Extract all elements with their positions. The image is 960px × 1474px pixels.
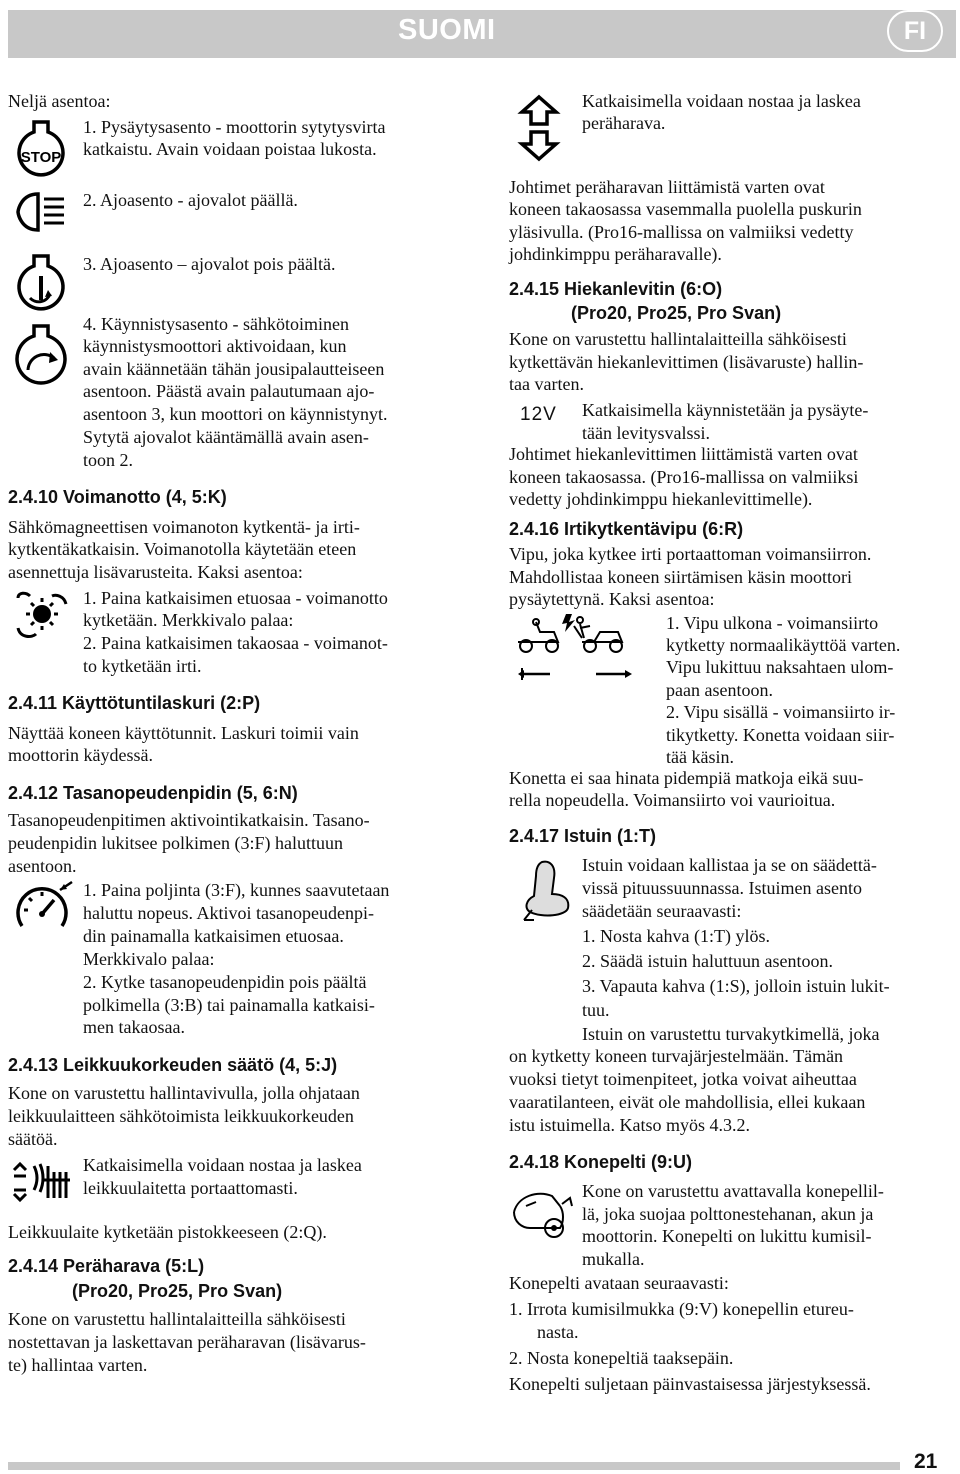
cutting-height-icon [10,1158,72,1204]
paragraph-line: Kone on varustettu hallintalaitteilla sähköisesti [509,329,847,349]
list-item: 2. Vipu sisällä - voimansiirto ir- [666,702,896,722]
start-key-icon [10,322,72,390]
paragraph-line: Istuin voidaan kallistaa ja se on säädettä- [582,855,877,875]
list-item: tää käsin. [666,747,734,767]
list-item: 3. Vapauta kahva (1:S), jolloin istuin lukit- [582,976,890,996]
paragraph-line: säätöä. [8,1129,58,1149]
list-item: men takaosaa. [83,1017,185,1037]
list-item: kytketään. Merkkivalo palaa: [83,610,294,630]
list-item: avain käännetään tähän jousipalautteiseen [83,359,385,379]
list-item: 2. Paina katkaisimen takaosaa - voimanot- [83,633,388,653]
list-item: Sytytä ajovalot kääntämällä avain asen- [83,427,369,447]
paragraph-line: Johtimet peräharavan liittämistä varten ovat [509,177,825,197]
paragraph-line: koneen takaosassa vasemmalla puolella puskurin [509,199,862,219]
list-item: 2. Ajoasento - ajovalot päällä. [83,190,298,210]
list-item: nasta. [537,1322,579,1342]
paragraph-line: moottorin käydessä. [8,745,153,765]
section-heading: (Pro20, Pro25, Pro Svan) [72,1281,283,1301]
paragraph-line: Katkaisimella voidaan nostaa ja laskea [83,1155,362,1175]
list-item: toon 2. [83,450,134,470]
paragraph-line: leikkuulaitteen sähkötoimista leikkuukorkeuden [8,1106,354,1126]
hood-open-icon [508,1182,578,1252]
paragraph-line: tään levitysvalssi. [582,423,710,443]
paragraph-line: koneen takaosassa. (Pro16-mallissa on valmiiksi [509,467,859,487]
paragraph-line: kytkettävän hiekanlevittimen (lisävaruste) hallin- [509,352,864,372]
paragraph-line: vedetty johdinkimppu hiekanlevittimelle). [509,489,813,509]
seat-adjust-icon [512,856,578,926]
list-item: kytketty normaalikäyttöä varten. [666,635,901,655]
list-item: 2. Säädä istuin haluttuun asentoon. [582,951,833,971]
stop-key-icon [12,118,70,180]
paragraph-line: pysäytettynä. Kaksi asentoa: [509,589,715,609]
paragraph-line: Tasanopeudenpitimen aktivointikatkaisin. Tasano- [8,810,370,830]
section-heading: 2.4.16 Irtikytkentävipu (6:R) [509,519,744,539]
list-item: tuu. [582,1000,610,1020]
paragraph-line: Konetta ei saa hinata pidempiä matkoja eikä suu- [509,768,864,788]
paragraph-line: säädetään seuraavasti: [582,901,742,921]
paragraph-line: Istuin on varustettu turvakytkimellä, joka [582,1024,880,1044]
section-heading: 2.4.12 Tasanopeudenpidin (5, 6:N) [8,783,298,803]
list-item: 2. Kytke tasanopeudenpidin pois päältä [83,972,367,992]
paragraph-line: mukalla. [582,1249,645,1269]
paragraph-line: Sähkömagneettisen voimanoton kytkentä- ja irti- [8,517,360,537]
list-item: 2. Nosta konepeltiä taaksepäin. [509,1348,734,1368]
list-item: paan asentoon. [666,680,773,700]
pto-icon [12,590,72,642]
paragraph-line: moottorin. Konepelti on lukittu kumisil- [582,1226,872,1246]
list-item: to kytketään irti. [83,656,202,676]
list-item: Merkkivalo palaa: [83,949,215,969]
paragraph-line: Konepelti suljetaan päinvastaisessa järjestyksessä. [509,1374,871,1394]
paragraph-line: lä, joka suojaa polttonestehanan, akun ja [582,1204,874,1224]
list-item: polkimella (3:B) tai painamalla katkaisi- [83,995,375,1015]
paragraph-line: Johtimet hiekanlevittimen liittämistä varten ovat [509,444,858,464]
list-item: 3. Ajoasento – ajovalot pois päältä. [83,254,336,274]
paragraph-line: Kone on varustettu hallintalaitteilla sähköisesti [8,1309,346,1329]
list-item: 1. Paina katkaisimen etuosaa - voimanotto [83,588,388,608]
list-item: tikytketty. Konetta voidaan siir- [666,725,895,745]
section-heading: (Pro20, Pro25, Pro Svan) [571,303,782,323]
paragraph-line: on kytketty koneen turvajärjestelmään. Tämän [509,1046,844,1066]
list-item: 1. Nosta kahva (1:T) ylös. [582,926,770,946]
list-item: 4. Käynnistysasento - sähkötoiminen [83,314,349,334]
drive-key-icon [12,252,70,316]
list-item: haluttu nopeus. Aktivoi tasanopeudenpi- [83,903,374,923]
page-number: 21 [914,1450,938,1473]
list-item: 1. Irrota kumisilmukka (9:V) konepellin etureu- [509,1299,854,1319]
list-item: 1. Vipu ulkona - voimansiirto [666,613,879,633]
intro-text: Neljä asentoa: [8,91,111,111]
list-item: 1. Pysäytysasento - moottorin sytytysvirta [83,117,386,137]
section-heading: 2.4.11 Käyttötuntilaskuri (2:P) [8,693,261,713]
list-item: asentoon. Päästä avain palautumaan ajo- [83,381,375,401]
paragraph-line: Leikkuulaite kytketään pistokkeeseen (2:Q). [8,1222,327,1242]
paragraph-line: vaaratilanteen, eivät ole mahdollisia, ellei kukaan [509,1092,866,1112]
paragraph-line: Kone on varustettu hallintavivulla, jolla ohjataan [8,1083,360,1103]
paragraph-line: istu istuimella. Katso myös 4.3.2. [509,1115,750,1135]
headlight-on-icon [12,190,70,234]
paragraph-line: taa varten. [509,374,584,394]
paragraph-line: Mahdollistaa koneen siirtämisen käsin moottori [509,567,852,587]
list-item: katkaistu. Avain voidaan poistaa lukosta. [83,139,377,159]
mower-drive-modes-icon [514,612,638,686]
paragraph-line: yläsivulla. (Pro16-mallissa on valmiiksi vedetty [509,222,854,242]
paragraph-line: rella nopeudella. Voimansiirto voi vaurioitua. [509,790,836,810]
section-heading: 2.4.15 Hiekanlevitin (6:O) [509,279,723,299]
paragraph-line: Kone on varustettu avattavalla konepellil- [582,1181,884,1201]
language-badge: FI [887,10,943,52]
up-down-arrows-icon [516,94,562,162]
paragraph-line: Konepelti avataan seuraavasti: [509,1273,729,1293]
paragraph-line: kytkentäkatkaisin. Voimanotolla käytetään eteen [8,539,357,559]
header-title: SUOMI [398,14,496,46]
paragraph-line: johdinkimppu peräharavalle). [509,244,722,264]
paragraph-line: vissä pituussuunnassa. Istuimen asento [582,878,862,898]
paragraph-line: Katkaisimella voidaan nostaa ja laskea [582,91,861,111]
section-heading: 2.4.10 Voimanotto (4, 5:K) [8,487,227,507]
paragraph-line: vuoksi tietyt toimenpiteet, jotka voivat aiheuttaa [509,1069,857,1089]
paragraph-line: te) hallintaa varten. [8,1355,148,1375]
cruise-control-icon [14,880,76,936]
paragraph-line: Näyttää koneen käyttötunnit. Laskuri toimii vain [8,723,359,743]
list-item: din painamalla katkaisimen etuosaa. [83,926,344,946]
list-item: 1. Paina poljinta (3:F), kunnes saavutetaan [83,880,390,900]
list-item: käynnistysmoottori aktivoidaan, kun [83,336,347,356]
section-heading: 2.4.17 Istuin (1:T) [509,826,657,846]
section-heading: 2.4.18 Konepelti (9:U) [509,1152,693,1172]
footer-bar [8,1462,900,1470]
paragraph-line: leikkuulaitetta portaattomasti. [83,1178,298,1198]
paragraph-line: asennettuja lisävarusteita. Kaksi asentoa: [8,562,303,582]
paragraph-line: peudenpidin lukitsee polkimen (3:F) haluttuun [8,833,343,853]
section-heading: 2.4.13 Leikkuukorkeuden säätö (4, 5:J) [8,1055,338,1075]
list-item: Vipu lukittuu naksahtaen ulom- [666,657,894,677]
list-item: asentoon 3, kun moottori on käynnistynyt. [83,404,388,424]
stop-label: STOP [20,149,62,166]
paragraph-line: nostettavan ja laskettavan peräharavan (lisävarus- [8,1332,366,1352]
paragraph-line: Katkaisimella käynnistetään ja pysäyte- [582,400,869,420]
paragraph-line: Vipu, joka kytkee irti portaattoman voimansiirron. [509,544,872,564]
paragraph-line: peräharava. [582,113,666,133]
voltage-label: 12V [520,404,557,425]
paragraph-line: asentoon. [8,856,77,876]
section-heading: 2.4.14 Peräharava (5:L) [8,1256,205,1276]
